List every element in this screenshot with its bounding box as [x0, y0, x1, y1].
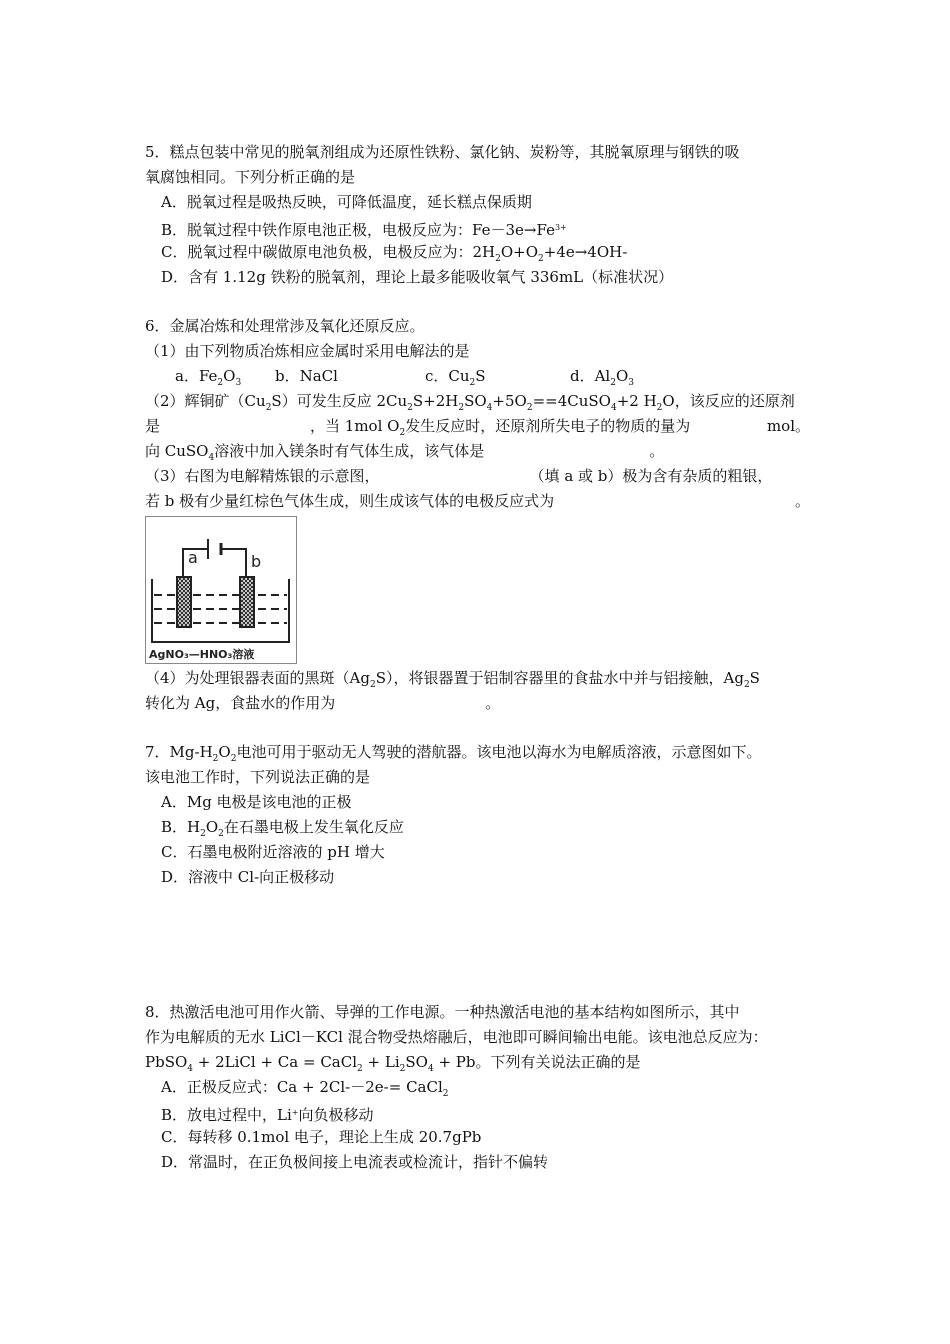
electrode-b-label: b [251, 552, 262, 571]
q5-option-b: B．脱氧过程中铁作原电池正极，电极反应为：$Fe-3e\to Fe^{3+}$ [161, 221, 567, 239]
q7-option-d: D．溶液中 Cl-向正极移动 [161, 868, 335, 886]
electrode-a-label: a [188, 548, 198, 567]
q7-option-b: B．$H_2O_2$在石墨电极上发生氧化反应 [161, 818, 404, 839]
q6-part4-line1: （4）为处理银器表面的黑斑$(Ag_2S)$，将银器置于铝制容器里的食盐水中并与铝接触，$Ag_2S$ [145, 669, 760, 690]
q8-option-b: B．放电过程中，Li+向负极移动 [161, 1106, 374, 1124]
q6-part1-options [145, 364, 810, 389]
q6-part2-line3: 向 CuSO$_4$溶液中加入镁条时有气体生成，该气体是 。 [145, 442, 665, 463]
q6-stem: 6．金属冶炼和处理常涉及氧化还原反应。 [145, 317, 425, 335]
q5-option-d: D．含有 1.12g 铁粉的脱氧剂，理论上最多能吸收氧气 336mL（标准状况） [161, 268, 674, 286]
electrode-a [177, 577, 191, 627]
q8-option-c: C．每转移 0.1mol 电子，理论上生成 20.7gPb [161, 1128, 482, 1146]
q6-option-c: c．$Cu_2S$ [425, 367, 486, 388]
q7-stem-line2: 该电池工作时，下列说法正确的是 [145, 768, 371, 786]
q8-option-a: A．正极反应式：Ca + 2Cl-－2e-= CaCl$_2$ [161, 1078, 449, 1099]
q5-stem-line2: 氧腐蚀相同。下列分析正确的是 [145, 168, 356, 186]
solution-label: AgNO₃—HNO₃溶液 [149, 648, 255, 661]
q6-part3-line1: （3）右图为电解精炼银的示意图， （填 a 或 b）极为含有杂质的粗银， [145, 467, 773, 485]
q6-part3-line2: 若 b 极有少量红棕色气体生成，则生成该气体的电极反应式为 。 [145, 492, 810, 510]
q6-option-b: b．NaCl [275, 367, 338, 385]
q6-part4-line2: 转化为 Ag，食盐水的作用为 。 [145, 694, 501, 712]
q5-option-c: C．脱氧过程中碳做原电池负极，电极反应为：$2H_2O+O_2+4e\to 4OH-$ [161, 243, 628, 264]
q8-option-d: D．常温时，在正负极间接上电流表或检流计，指针不偏转 [161, 1153, 549, 1171]
q6-option-d: d．$Al_2O_3$ [570, 367, 635, 388]
q6-part1: （1）由下列物质冶炼相应金属时采用电解法的是 [145, 342, 470, 360]
q8-stem-line3: PbSO$_4$ + 2LiCl + Ca = CaCl$_2$ + $Li_2SO_4 + Pb$。下列有关说法正确的是 [145, 1053, 641, 1074]
q5-stem-line1: 5．糕点包装中常见的脱氧剂组成为还原性铁粉、氯化钠、炭粉等，其脱氧原理与钢铁的吸 [145, 143, 740, 161]
electrode-b [240, 577, 254, 627]
q7-stem-line1: 7．$Mg-H_2O_2$电池可用于驱动无人驾驶的潜航器。该电池以海水为电解质溶液，示意图如下。 [145, 743, 762, 764]
q7-option-a: A．Mg 电极是该电池的正极 [161, 793, 352, 811]
q8-stem-line2: 作为电解质的无水 LiCl－KCl 混合物受热熔融后，电池即可瞬间输出电能。该电池总反应为： [145, 1028, 768, 1046]
document-page [145, 140, 810, 1175]
electrolysis-diagram [145, 516, 297, 664]
q5-option-a: A．脱氧过程是吸热反映，可降低温度，延长糕点保质期 [161, 193, 532, 211]
q6-part2-line1: （2）辉铜矿$(Cu_2S)$可发生反应 $2Cu_2S+2H_2SO_4+5O_2==4CuSO_4+2$ $H_2O$，该反应的还原剂 [145, 392, 795, 413]
q6-part2-line2: 是 ，当 1mol $O_2$发生反应时，还原剂所失电子的物质的量为 mol。 [145, 417, 810, 438]
q6-option-a: a．$Fe_2O_3$ [175, 367, 242, 388]
q7-option-c: C．石墨电极附近溶液的 pH 增大 [161, 843, 385, 861]
q8-stem-line1: 8．热激活电池可用作火箭、导弹的工作电源。一种热激活电池的基本结构如图所示，其中 [145, 1003, 740, 1021]
